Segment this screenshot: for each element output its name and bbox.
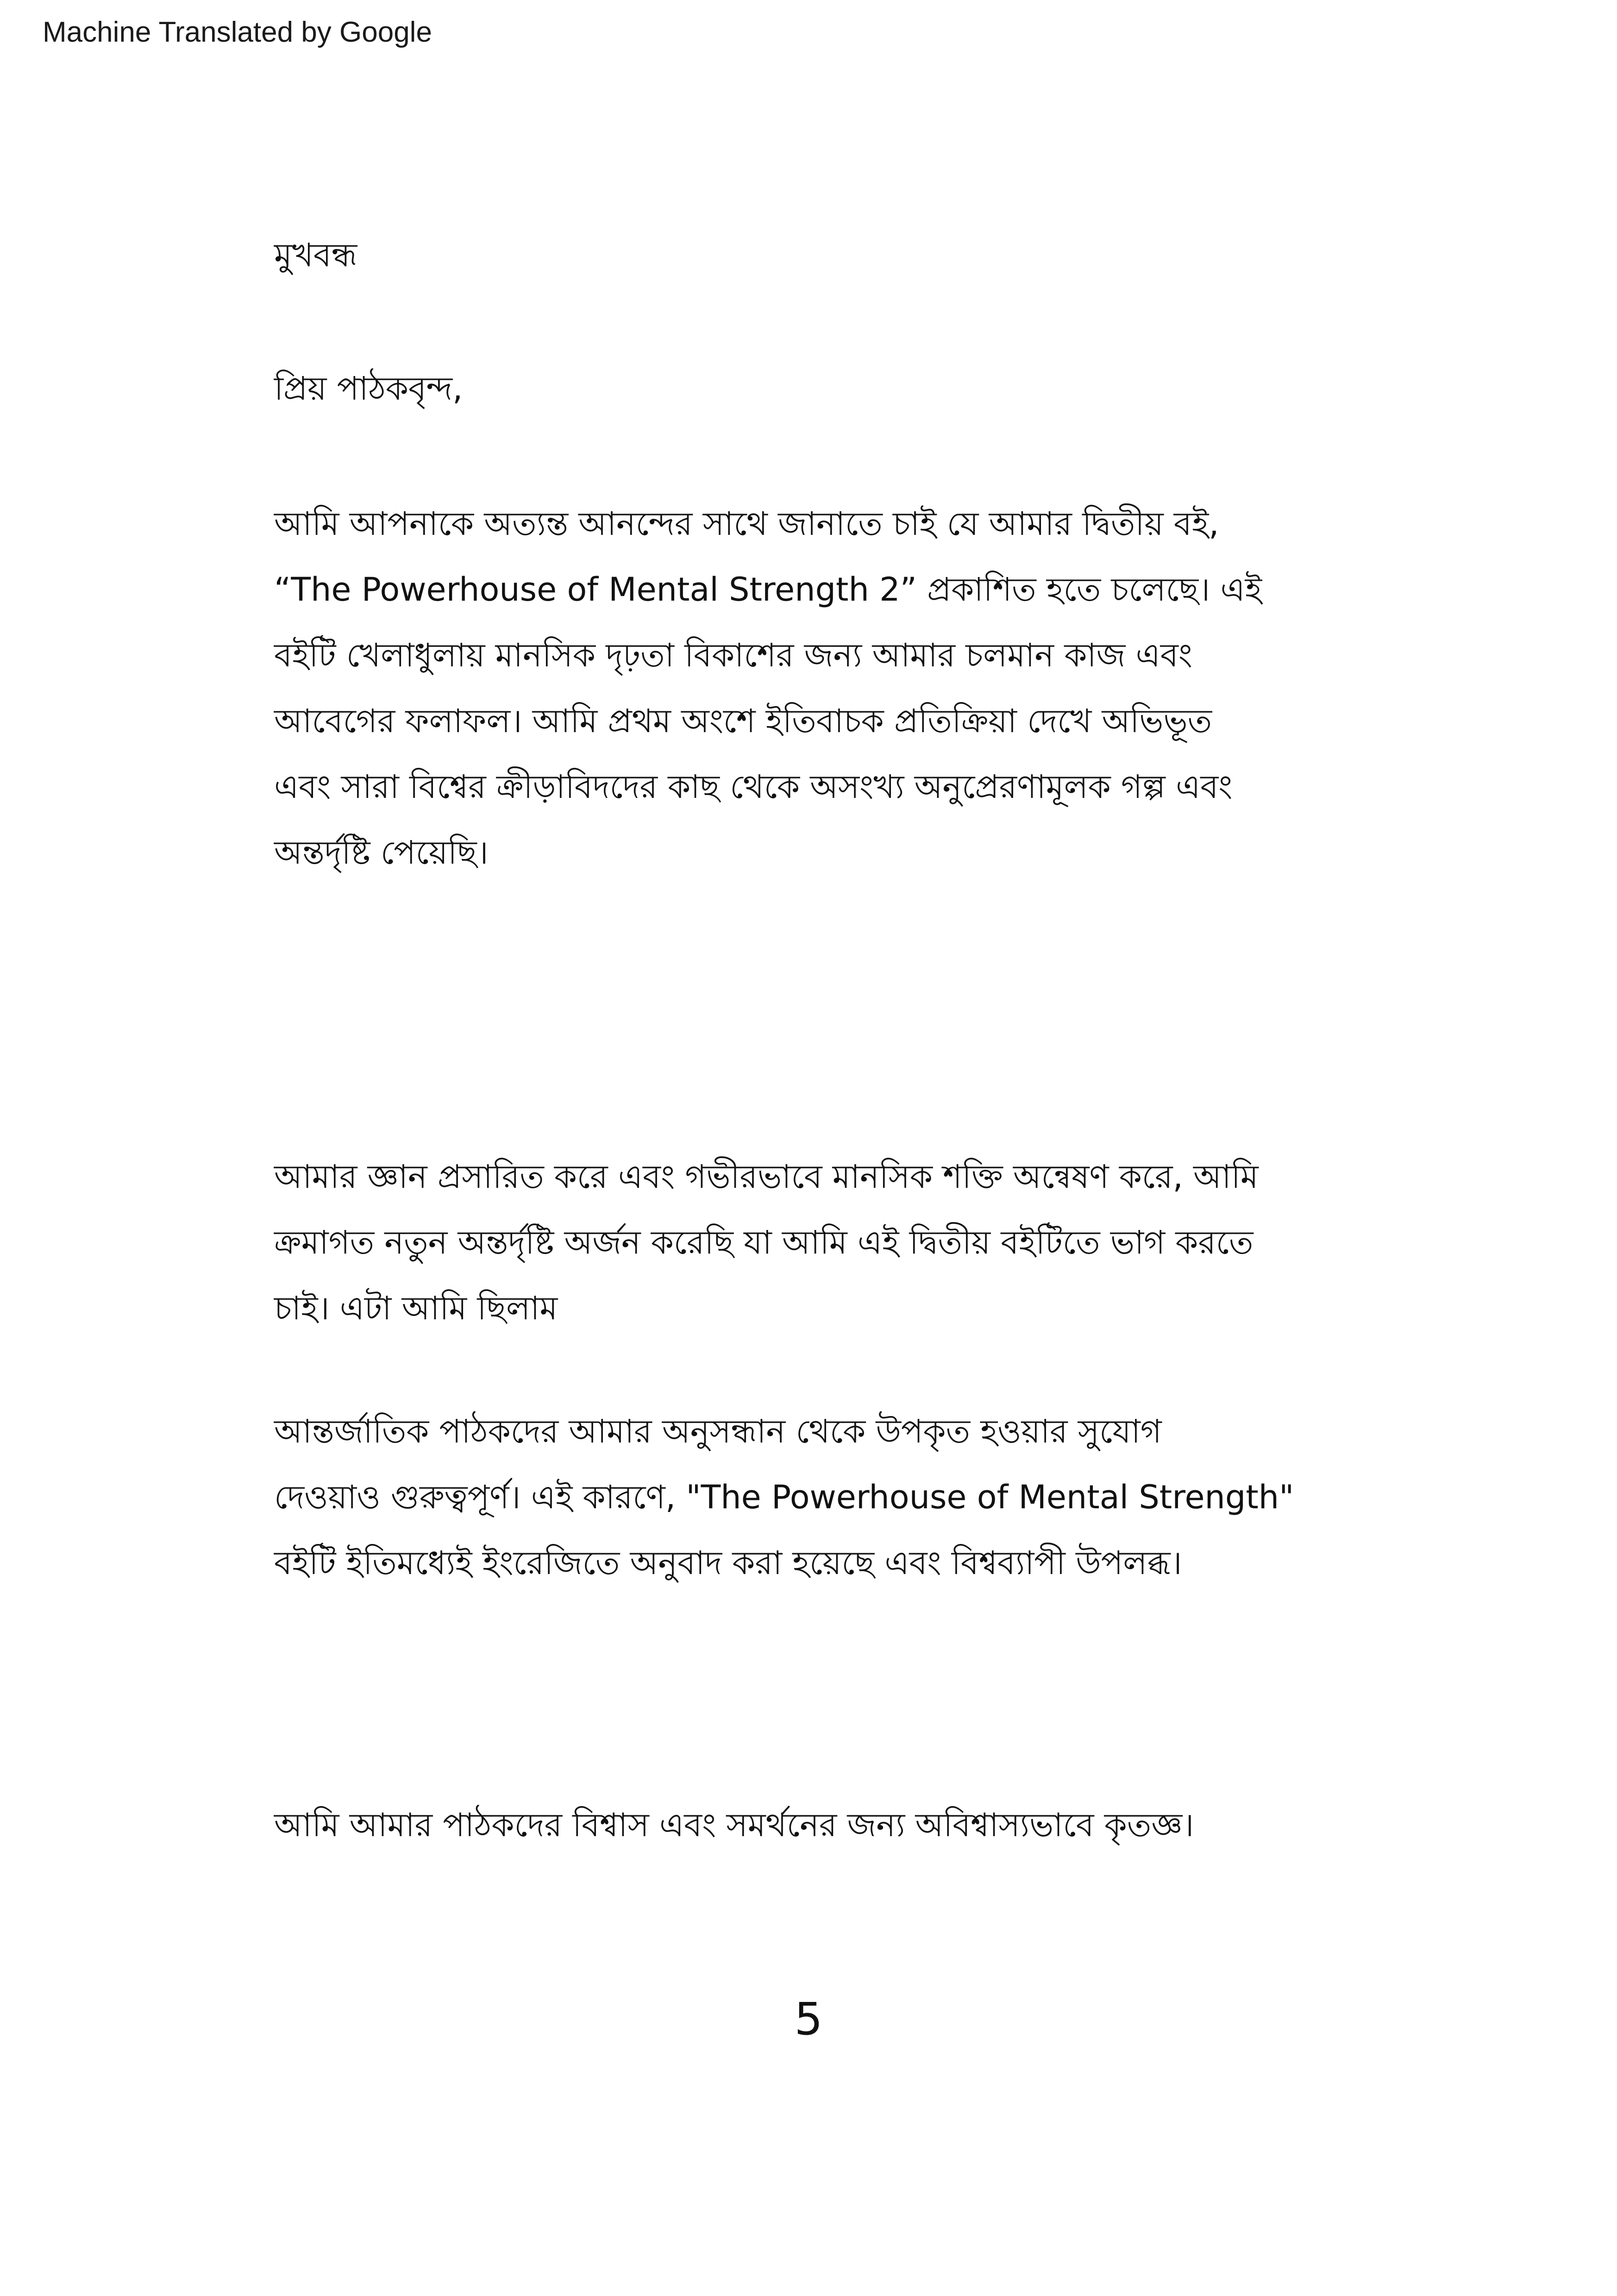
document-title <box>274 222 1353 288</box>
paragraph-line: আমি আমার পাঠকদের বিশ্বাস এবং সমর্থনের জন্য অবিশ্বাস্যভাবে কৃতজ্ঞ। <box>274 1806 1194 1844</box>
paragraph-line: এবং সারা বিশ্বের ক্রীড়াবিদদের কাছ থেকে অসংখ্য অনুপ্রেরণামূলক গল্প এবং <box>274 768 1233 806</box>
paragraph-line: বইটি খেলাধুলায় মানসিক দৃঢ়তা বিকাশের জন্য আমার চলমান কাজ এবং <box>274 636 1192 674</box>
paragraph-1 <box>274 491 1353 885</box>
paragraph-line: আবেগের ফলাফল। আমি প্রথম অংশে ইতিবাচক প্রতিক্রিয়া দেখে অভিভূত <box>274 702 1212 740</box>
paragraph-line: বইটি ইতিমধ্যেই ইংরেজিতে অনুবাদ করা হয়েছে এবং বিশ্বব্যাপী উপলব্ধ। <box>274 1544 1182 1582</box>
salutation <box>274 356 1353 421</box>
paragraph-line: দেওয়াও গুরুত্বপূর্ণ। এই কারণে, "The Powerhouse of Mental Strength" <box>274 1478 1294 1516</box>
paragraph-line: আমি আপনাকে অত্যন্ত আনন্দের সাথে জানাতে চাই যে আমার দ্বিতীয় বই, <box>274 505 1219 543</box>
paragraph-line: “The Powerhouse of Mental Strength 2” প্রকাশিত হতে চলেছে। এই <box>274 571 1262 609</box>
paragraph-2 <box>274 1144 1353 1341</box>
paragraph-3 <box>274 1399 1353 1596</box>
paragraph-line: আমার জ্ঞান প্রসারিত করে এবং গভীরভাবে মানসিক শক্তি অন্বেষণ করে, আমি <box>274 1158 1259 1196</box>
paragraph-line: ক্রমাগত নতুন অন্তর্দৃষ্টি অর্জন করেছি যা আমি এই দ্বিতীয় বইটিতে ভাগ করতে <box>274 1223 1253 1261</box>
salutation-text: প্রিয় পাঠকবৃন্দ, <box>274 370 463 408</box>
machine-translation-label: Machine Translated by Google <box>43 16 432 48</box>
paragraph-line: চাই। এটা আমি ছিলাম <box>274 1289 558 1327</box>
title-text: মুখবন্ধ <box>274 236 357 274</box>
paragraph-line: আন্তর্জাতিক পাঠকদের আমার অনুসন্ধান থেকে উপকৃত হওয়ার সুযোগ <box>274 1412 1162 1450</box>
paragraph-line: অন্তর্দৃষ্টি পেয়েছি। <box>274 834 489 872</box>
paragraph-4 <box>274 1792 1353 1858</box>
page-number: 5 <box>794 1993 823 2045</box>
